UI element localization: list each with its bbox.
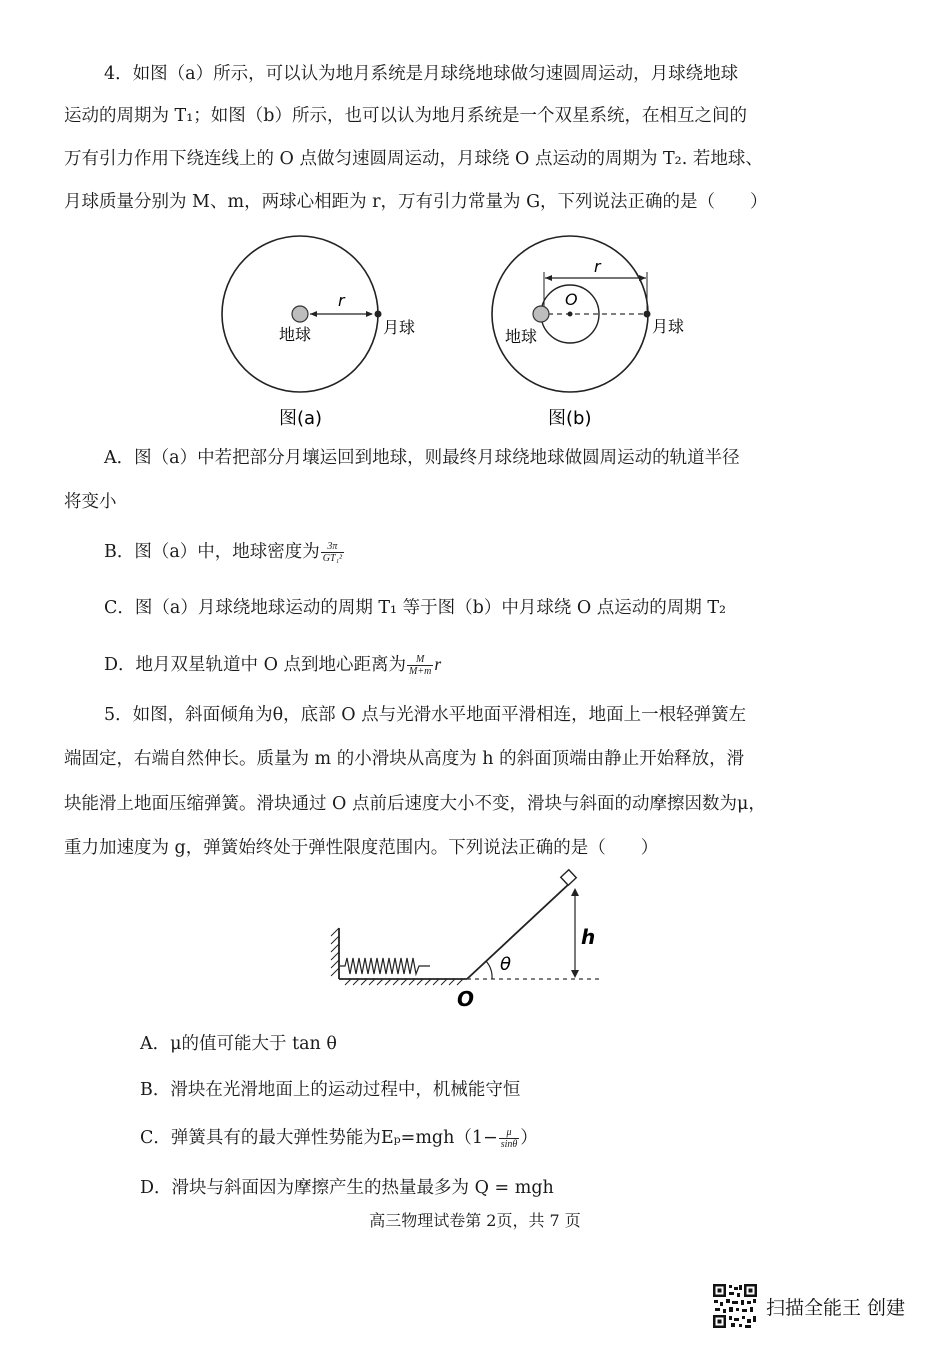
density-denominator: GT₁² — [322, 553, 343, 564]
q5-stem-line-1: 5．如图，斜面倾角为θ，底部 O 点与光滑水平地面平滑相连，地面上一根轻弹簧左 — [104, 705, 747, 725]
ground-hatch — [345, 979, 463, 985]
label-moon-a: 月球 — [383, 318, 416, 337]
q4-option-c: C．图（a）月球绕地球运动的周期 T₁ 等于图（b）中月球绕 O 点运动的周期 T₂ — [104, 598, 727, 618]
earth-a — [292, 306, 308, 322]
label-r-a: r — [338, 291, 345, 310]
energy-denominator: sinθ — [500, 1139, 518, 1150]
height-arrow-bottom — [571, 970, 579, 978]
slider-block — [561, 870, 577, 886]
arrow-head-left — [310, 311, 317, 317]
q5-option-a: A．μ的值可能大于 tan θ — [140, 1034, 337, 1054]
q4-option-d-text: D．地月双星轨道中 O 点到地心距离为 — [104, 655, 407, 675]
qr-code-icon — [712, 1283, 758, 1329]
density-fraction — [321, 541, 344, 564]
q4-stem-line-3: 万有引力作用下绕连线上的 O 点做匀速圆周运动，月球绕 O 点运动的周期为 T₂. 若地球、 — [64, 149, 763, 169]
q4-option-a-line-2: 将变小 — [64, 492, 117, 512]
spring — [340, 958, 430, 974]
moon-a — [375, 311, 382, 318]
q4-option-d-tail: r — [434, 654, 442, 674]
figure-incline-spring — [325, 866, 615, 1011]
label-O: O — [457, 987, 475, 1011]
label-r-b: r — [594, 257, 601, 276]
q5-option-c-tail: ） — [520, 1128, 538, 1148]
label-moon-b: 月球 — [652, 317, 685, 336]
caption-a: 图(a) — [279, 408, 323, 429]
q4-stem-line-1: 4．如图（a）所示，可以认为地月系统是月球绕地球做匀速圆周运动，月球绕地球 — [104, 64, 739, 84]
q5-stem-line-3: 块能滑上地面压缩弹簧。滑块通过 O 点前后速度大小不变，滑块与斜面的动摩擦因数为μ， — [64, 794, 766, 814]
q5-stem-line-2: 端固定，右端自然伸长。质量为 m 的小滑块从高度为 h 的斜面顶端由静止开始释放，滑 — [64, 749, 745, 769]
incline — [467, 883, 570, 979]
angle-arc — [486, 961, 492, 979]
energy-fraction — [499, 1127, 520, 1150]
arrow-head-left-b — [545, 275, 552, 281]
arrow-head-right — [366, 311, 373, 317]
moon-b — [644, 311, 651, 318]
label-h: h — [581, 925, 596, 949]
q4-stem-line-4: 月球质量分别为 M、m，两球心相距为 r，万有引力常量为 G，下列说法正确的是（ ） — [64, 192, 768, 212]
q4-option-b — [104, 540, 345, 564]
q5-option-d: D．滑块与斜面因为摩擦产生的热量最多为 Q = mgh — [140, 1178, 554, 1198]
wall-hatch — [331, 928, 339, 976]
distance-denominator: M+m — [409, 666, 432, 677]
density-numerator: 3π — [321, 541, 344, 553]
q4-option-b-text: B．图（a）中，地球密度为 — [104, 542, 320, 562]
distance-numerator: M — [407, 654, 433, 666]
figure-a — [215, 232, 416, 432]
caption-b: 图(b) — [548, 408, 592, 429]
figure-b — [488, 232, 708, 432]
distance-fraction — [407, 654, 433, 677]
q5-stem-line-4: 重力加速度为 g，弹簧始终处于弹性限度范围内。下列说法正确的是（ ） — [64, 838, 659, 858]
energy-numerator: μ — [499, 1127, 520, 1139]
q5-option-c — [140, 1126, 538, 1150]
label-earth-b: 地球 — [505, 327, 538, 346]
label-theta: θ — [500, 954, 512, 975]
q4-option-d — [104, 652, 441, 677]
arrow-head-right-b — [639, 275, 646, 281]
earth-b — [533, 306, 549, 322]
center-O — [568, 312, 573, 317]
height-arrow-top — [571, 888, 579, 896]
q4-option-a-line-1: A．图（a）中若把部分月壤运回到地球，则最终月球绕地球做圆周运动的轨道半径 — [104, 448, 740, 468]
label-earth-a: 地球 — [279, 325, 312, 344]
watermark-text: 扫描全能王 创建 — [766, 1296, 906, 1319]
q5-option-c-text: C．弹簧具有的最大弹性势能为Eₚ=mgh（1− — [140, 1128, 498, 1148]
q5-option-b: B．滑块在光滑地面上的运动过程中，机械能守恒 — [140, 1080, 521, 1100]
scanner-watermark — [712, 1282, 905, 1330]
label-O-b: O — [565, 290, 578, 309]
q4-stem-line-2: 运动的周期为 T₁；如图（b）所示，也可以认为地月系统是一个双星系统，在相互之间的 — [64, 106, 747, 126]
page-footer: 高三物理试卷第 2页，共 7 页 — [369, 1211, 581, 1230]
